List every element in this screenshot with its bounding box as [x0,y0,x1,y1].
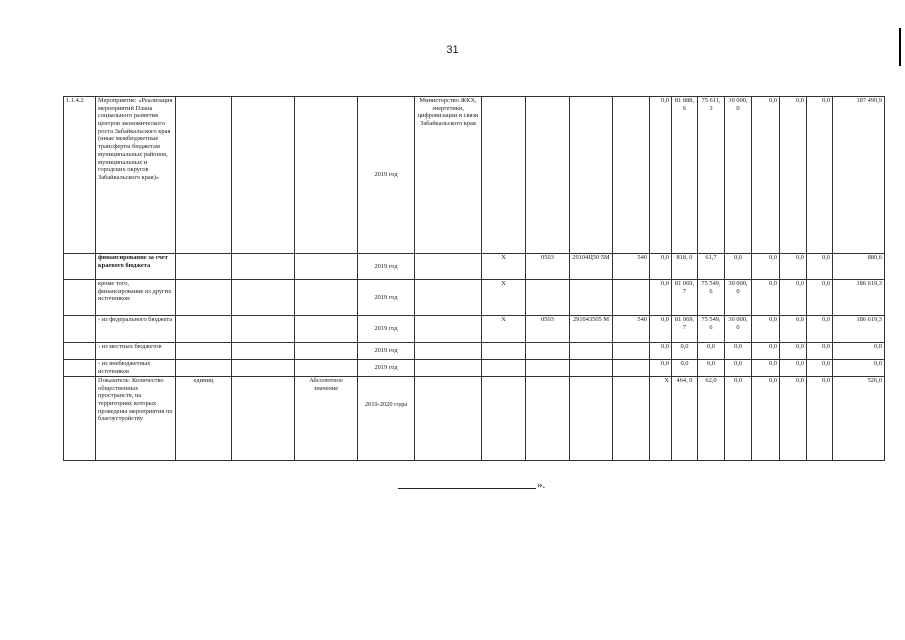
cell-unit [176,280,232,316]
cell-2023: 0,0 [780,316,807,343]
cell-id: 1.1.4.2 [64,97,96,254]
cell-executor [415,343,482,360]
signature-line [398,488,536,489]
cell-2020: 61,7 [698,254,725,280]
cell-2022: 0,0 [752,254,780,280]
cell-c4 [295,316,358,343]
cell-id [64,343,96,360]
cell-2020: 75 549, 6 [698,316,725,343]
cell-2024: 0,0 [807,377,833,461]
cell-2024: 0,0 [807,97,833,254]
cell-period: 2019 год [358,254,415,280]
cell-csr [570,280,613,316]
cell-total: 880,6 [833,254,885,280]
cell-name: Мероприятие: «Реализация мероприятий Плана социального развития центров экономического роста Забайкальского края (иные межбюджетные трансферты бюджетам муниципальных районов, муниципальных и городских округов Забайкальского края)» [96,97,176,254]
cell-c3 [232,97,295,254]
cell-executor [415,280,482,316]
cell-total: 0,0 [833,360,885,377]
cell-2021: 0,0 [725,254,752,280]
cell-name: - из федерального бюджета [96,316,176,343]
cell-executor [415,377,482,461]
cell-total: 526,0 [833,377,885,461]
cell-total: 186 619,3 [833,316,885,343]
program-table [63,96,885,461]
cell-grbs: Х [482,316,526,343]
cell-2020: 0,0 [698,360,725,377]
cell-2023: 0,0 [780,254,807,280]
cell-vr [613,360,650,377]
cell-total: 0,0 [833,343,885,360]
closing-quote-mark: ». [537,479,546,491]
cell-c4: Абсолютное значение [295,377,358,461]
cell-csr [570,377,613,461]
cell-2023: 0,0 [780,377,807,461]
cell-c3 [232,316,295,343]
cell-total: 186 619,3 [833,280,885,316]
cell-executor: Министерство ЖКХ, энергетики, цифровизации и связи Забайкальского края [415,97,482,254]
cell-total-a: Х [650,377,672,461]
cell-2020: 75 611, 3 [698,97,725,254]
cell-rz [526,97,570,254]
cell-2022: 0,0 [752,377,780,461]
cell-c3 [232,377,295,461]
cell-rz [526,280,570,316]
cell-2021: 0,0 [725,377,752,461]
cell-id [64,254,96,280]
cell-2022: 0,0 [752,280,780,316]
cell-rz [526,360,570,377]
cell-unit: единиц [176,377,232,461]
cell-2023: 0,0 [780,97,807,254]
cell-total-a: 0,0 [650,360,672,377]
table-row [64,316,885,343]
cell-total-a: 0,0 [650,254,672,280]
cell-vr [613,97,650,254]
cell-total-a: 0,0 [650,97,672,254]
cell-c4 [295,343,358,360]
table-row [64,343,885,360]
cell-2019: 81 888, 6 [672,97,698,254]
cell-total: 187 499,9 [833,97,885,254]
cell-period: 2019 год [358,360,415,377]
cell-2022: 0,0 [752,316,780,343]
cell-2021: 30 000, 0 [725,97,752,254]
cell-unit [176,343,232,360]
cell-2022: 0,0 [752,343,780,360]
cell-c4 [295,280,358,316]
cell-c4 [295,360,358,377]
cell-rz: 0503 [526,316,570,343]
cell-id [64,377,96,461]
cell-id [64,360,96,377]
cell-2019: 464, 0 [672,377,698,461]
cell-unit [176,254,232,280]
cell-2021: 0,0 [725,360,752,377]
table-row [64,360,885,377]
cell-2020: 62,0 [698,377,725,461]
cell-c3 [232,360,295,377]
cell-executor [415,316,482,343]
cell-unit [176,316,232,343]
cell-grbs: Х [482,280,526,316]
cell-rz [526,377,570,461]
cell-csr [570,360,613,377]
cell-2024: 0,0 [807,343,833,360]
cell-2022: 0,0 [752,97,780,254]
cell-csr [570,343,613,360]
cell-name: финансирование за счет краевого бюджета [96,254,176,280]
cell-c3 [232,254,295,280]
cell-executor [415,254,482,280]
cell-vr: 540 [613,316,650,343]
cell-2021: 30 000, 0 [725,280,752,316]
cell-id [64,316,96,343]
cell-2023: 0,0 [780,360,807,377]
cell-2019: 81 069, 7 [672,316,698,343]
cell-2020: 0,0 [698,343,725,360]
table-row [64,377,885,461]
cell-2019: 0,0 [672,360,698,377]
cell-name: кроме того, финансирование из других источников: [96,280,176,316]
cell-name: Показатель: Количество общественных пространств, на территориях которых проведены мероприятия по благоустройству [96,377,176,461]
cell-rz: 0503 [526,254,570,280]
cell-2019: 0,0 [672,343,698,360]
cell-csr [570,97,613,254]
cell-2019: 818, 0 [672,254,698,280]
cell-total-a: 0,0 [650,343,672,360]
cell-2021: 0,0 [725,343,752,360]
cell-executor [415,360,482,377]
cell-vr: 540 [613,254,650,280]
page-number: 31 [446,44,459,56]
cell-unit [176,360,232,377]
cell-period: 2019 год [358,97,415,254]
cell-id [64,280,96,316]
cell-unit [176,97,232,254]
cell-2022: 0,0 [752,360,780,377]
cell-vr [613,343,650,360]
cell-grbs [482,360,526,377]
cell-2023: 0,0 [780,280,807,316]
cell-grbs [482,343,526,360]
cell-2021: 30 000, 0 [725,316,752,343]
cell-name: - из внебюджетных источников [96,360,176,377]
cell-total-a: 0,0 [650,280,672,316]
cell-grbs [482,377,526,461]
cell-vr [613,280,650,316]
cell-2023: 0,0 [780,343,807,360]
cell-period: 2019 год [358,316,415,343]
cell-total-a: 0,0 [650,316,672,343]
cell-vr [613,377,650,461]
cell-c4 [295,254,358,280]
cell-period: 2019 год [358,280,415,316]
cell-2024: 0,0 [807,316,833,343]
cell-grbs [482,97,526,254]
cell-c4 [295,97,358,254]
table-row [64,254,885,280]
table-row [64,280,885,316]
cell-name: - из местных бюджетов [96,343,176,360]
cell-2024: 0,0 [807,254,833,280]
cell-csr: 29104Ц50 5М [570,254,613,280]
cell-grbs: Х [482,254,526,280]
cell-c3 [232,343,295,360]
cell-2020: 75 549, 6 [698,280,725,316]
table-row [64,97,885,254]
cell-csr: 291043505 М [570,316,613,343]
cell-2024: 0,0 [807,280,833,316]
cell-2024: 0,0 [807,360,833,377]
cell-period: 2019-2020 годы [358,377,415,461]
cell-period: 2019 год [358,343,415,360]
cell-c3 [232,280,295,316]
cell-rz [526,343,570,360]
cell-2019: 81 069, 7 [672,280,698,316]
